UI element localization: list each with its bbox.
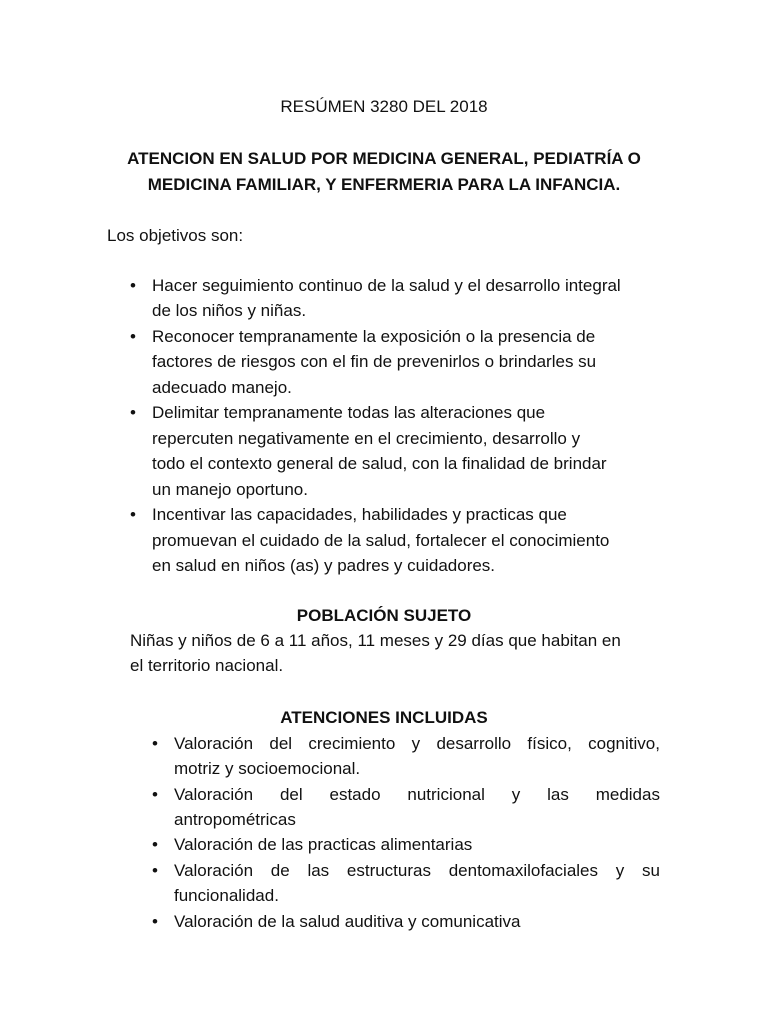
bullet-icon: • — [152, 734, 158, 753]
word: estado — [329, 785, 381, 804]
bullet-icon: • — [130, 276, 136, 295]
bullet-icon: • — [152, 785, 158, 804]
objective-2-line-3: adecuado manejo. — [152, 378, 292, 397]
word: del — [269, 734, 293, 753]
word: Valoración — [174, 785, 254, 804]
word: medidas — [595, 785, 660, 804]
objective-4-line-3: en salud en niños (as) y padres y cuidadores. — [152, 556, 496, 575]
population-line-1: Niñas y niños de 6 a 11 años, 11 meses y 29 días que habitan en — [130, 631, 621, 650]
objective-1-line-1: Hacer seguimiento continuo de la salud y el desarrollo integral — [152, 276, 621, 295]
objective-2-line-2: factores de riesgos con el fin de prevenirlos o brindarles su — [152, 352, 597, 371]
attention-2-line-2: antropométricas — [174, 810, 296, 829]
word: físico, — [527, 734, 572, 753]
attention-1-line-1 — [174, 731, 660, 756]
word: y — [411, 734, 421, 753]
bullet-icon: • — [130, 403, 136, 422]
word: las — [547, 785, 569, 804]
objective-1-line-2: de los niños y niñas. — [152, 301, 307, 320]
objective-2-line-1: Reconocer tempranamente la exposición o la presencia de — [152, 327, 596, 346]
objective-3-line-4: un manejo oportuno. — [152, 480, 308, 499]
population-line-2: el territorio nacional. — [130, 656, 284, 675]
word: del — [279, 785, 303, 804]
main-heading-line-2: MEDICINA FAMILIAR, Y ENFERMERIA PARA LA INFANCIA. — [147, 175, 621, 194]
word: las — [307, 861, 330, 880]
document-title: RESÚMEN 3280 DEL 2018 — [280, 97, 488, 116]
attention-3: Valoración de las practicas alimentarias — [174, 835, 473, 854]
word: Valoración — [174, 861, 254, 880]
word: su — [641, 861, 660, 880]
bullet-icon: • — [152, 912, 158, 931]
attentions-heading: ATENCIONES INCLUIDAS — [280, 708, 488, 727]
objectives-intro: Los objetivos son: — [107, 226, 244, 245]
population-heading: POBLACIÓN SUJETO — [296, 606, 472, 625]
word: dentomaxilofaciales — [448, 861, 599, 880]
objective-3-line-2: repercuten negativamente en el crecimiento, desarrollo y — [152, 429, 581, 448]
attention-4-line-1 — [174, 858, 660, 883]
word: y — [615, 861, 625, 880]
word: nutricional — [407, 785, 485, 804]
word: Valoración — [174, 734, 254, 753]
word: desarrollo — [436, 734, 512, 753]
attention-5: Valoración de la salud auditiva y comunicativa — [174, 912, 521, 931]
bullet-icon: • — [152, 835, 158, 854]
word: cognitivo, — [588, 734, 660, 753]
word: y — [511, 785, 521, 804]
main-heading-line-1: ATENCION EN SALUD POR MEDICINA GENERAL, PEDIATRÍA O — [127, 149, 641, 168]
word: de — [270, 861, 290, 880]
bullet-icon: • — [152, 861, 158, 880]
objective-4-line-1: Incentivar las capacidades, habilidades y practicas que — [152, 505, 567, 524]
attention-4-line-2: funcionalidad. — [174, 886, 279, 905]
objective-3-line-3: todo el contexto general de salud, con la finalidad de brindar — [152, 454, 607, 473]
objective-4-line-2: promuevan el cuidado de la salud, fortalecer el conocimiento — [152, 531, 610, 550]
attention-1-line-2: motriz y socioemocional. — [174, 759, 361, 778]
word: crecimiento — [308, 734, 396, 753]
attention-2-line-1 — [174, 782, 660, 807]
objective-3-line-1: Delimitar tempranamente todas las alteraciones que — [152, 403, 546, 422]
word: estructuras — [346, 861, 431, 880]
bullet-icon: • — [130, 505, 136, 524]
bullet-icon: • — [130, 327, 136, 346]
